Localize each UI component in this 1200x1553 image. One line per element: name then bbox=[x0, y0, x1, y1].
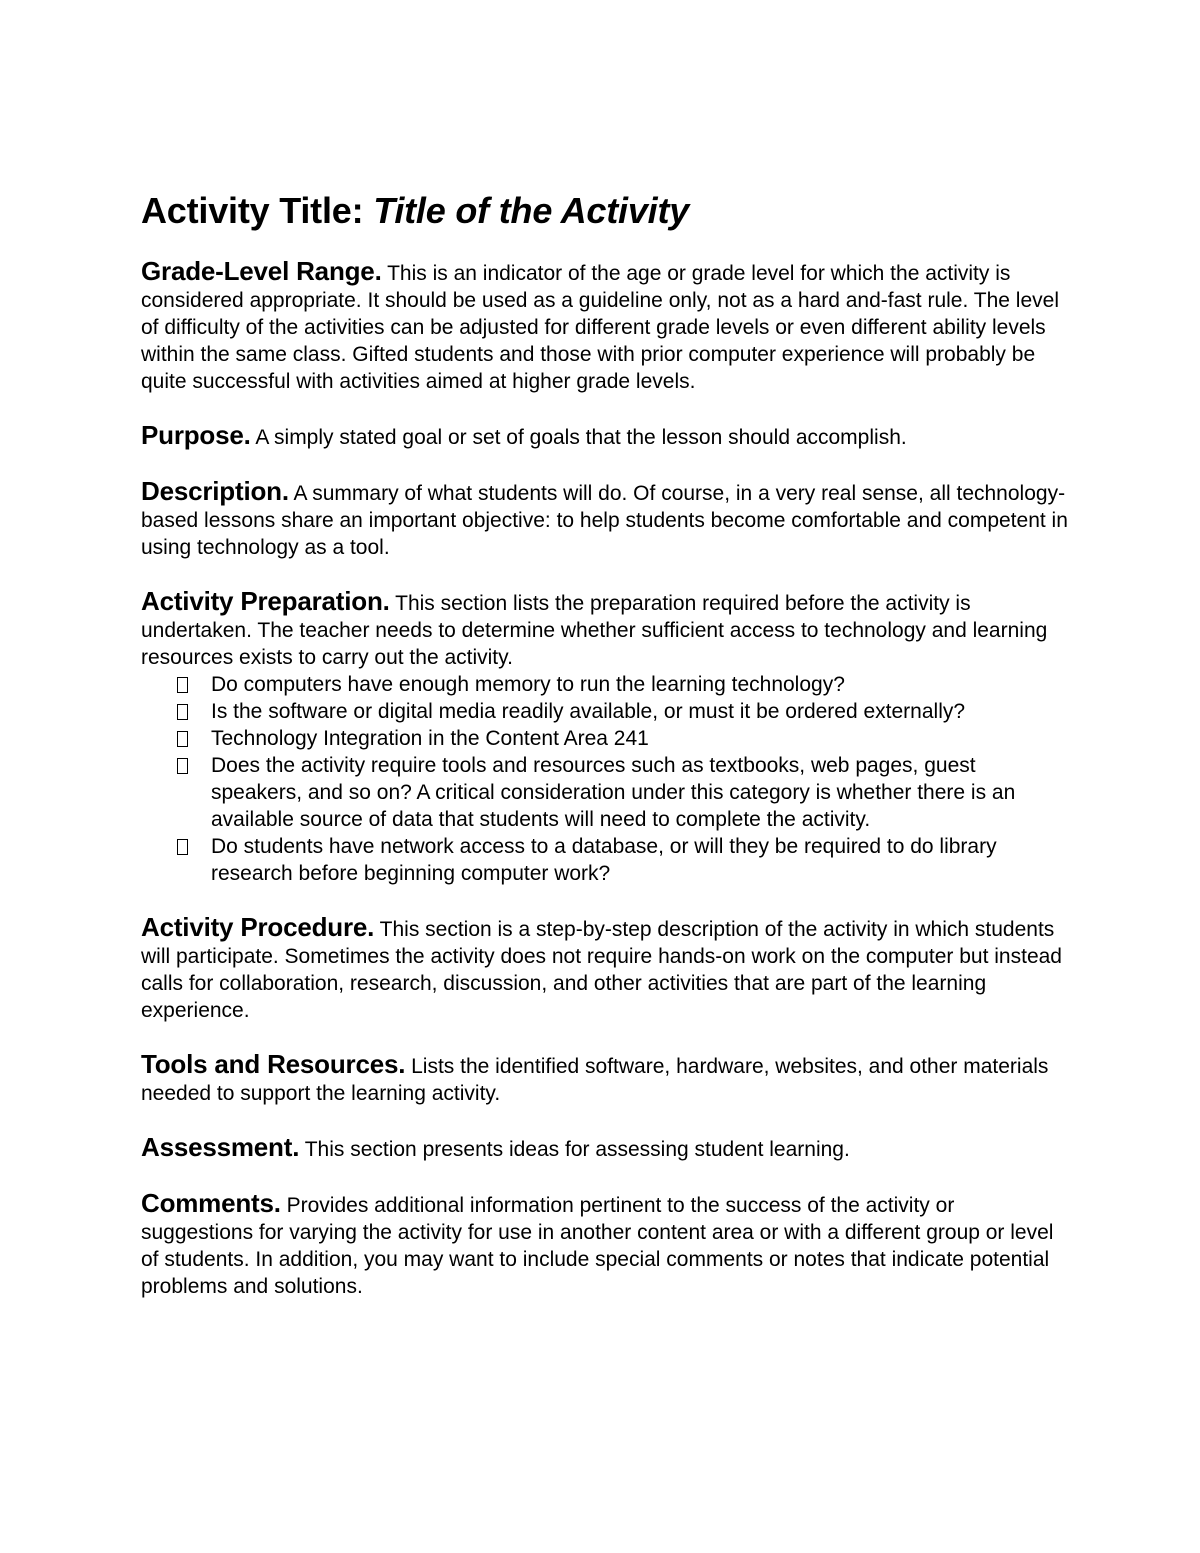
section-description bbox=[141, 478, 1071, 561]
missing-glyph-box-icon bbox=[177, 839, 188, 855]
section-body: Lists the identified software, hardware, websites, and other materials needed to support the learning activity. bbox=[141, 1055, 1049, 1105]
section-heading: Activity Procedure. bbox=[141, 912, 375, 942]
section-body: This is an indicator of the age or grade level for which the activity is considered appropriate. It should be used as a guideline only, not as a hard and-fast rule. The level of difficulty of the activities can be adjusted for different grade levels or even different ability levels within the same class. Gifted students and those with prior computer experience will probably be quite successful with activities aimed at higher grade levels. bbox=[141, 262, 1059, 393]
missing-glyph-box-icon bbox=[177, 731, 188, 747]
section-heading: Description. bbox=[141, 476, 289, 506]
preparation-checklist bbox=[141, 671, 1071, 887]
missing-glyph-box-icon bbox=[177, 704, 188, 720]
list-item bbox=[141, 833, 1071, 887]
list-item-text: Do computers have enough memory to run the learning technology? bbox=[211, 673, 845, 696]
section-heading: Comments. bbox=[141, 1188, 281, 1218]
list-item-text: Is the software or digital media readily available, or must it be ordered externally? bbox=[211, 700, 966, 723]
title-label: Activity Title: bbox=[141, 190, 364, 231]
list-item-text: Does the activity require tools and resources such as textbooks, web pages, guest speakers, and so on? A critical consideration under this category is whether there is an available source of data that students will need to complete the activity. bbox=[211, 754, 1016, 831]
list-item bbox=[141, 725, 1071, 752]
section-heading: Grade-Level Range. bbox=[141, 256, 382, 286]
page-title bbox=[141, 186, 1071, 236]
section-body: This section is a step-by-step description of the activity in which students will participate. Sometimes the activity does not require hands-on work on the computer but instead calls for collaboration, research, discussion, and other activities that are part of the learning experience. bbox=[141, 918, 1062, 1022]
title-value: Title of the Activity bbox=[373, 190, 690, 231]
section-heading: Assessment. bbox=[141, 1132, 300, 1162]
section-body: This section lists the preparation required before the activity is undertaken. The teacher needs to determine whether sufficient access to technology and learning resources exists to carry out the activity. bbox=[141, 592, 1048, 669]
section-assessment bbox=[141, 1134, 1071, 1163]
list-item bbox=[141, 752, 1071, 833]
section-activity-preparation bbox=[141, 588, 1071, 887]
list-item bbox=[141, 698, 1071, 725]
section-body: A simply stated goal or set of goals that the lesson should accomplish. bbox=[255, 426, 907, 449]
missing-glyph-box-icon bbox=[177, 677, 188, 693]
section-heading: Tools and Resources. bbox=[141, 1049, 406, 1079]
section-grade-level-range bbox=[141, 258, 1071, 395]
section-body: This section presents ideas for assessing student learning. bbox=[304, 1138, 850, 1161]
section-body: A summary of what students will do. Of course, in a very real sense, all technology-based lessons share an important objective: to help students become comfortable and competent in using technology as a tool. bbox=[141, 482, 1068, 559]
section-body: Provides additional information pertinent to the success of the activity or suggestions for varying the activity for use in another content area or with a different group or level of students. In addition, you may want to include special comments or notes that indicate potential problems and solutions. bbox=[141, 1194, 1054, 1298]
list-item bbox=[141, 671, 1071, 698]
section-comments bbox=[141, 1190, 1071, 1300]
document-page bbox=[141, 186, 1071, 1327]
section-heading: Activity Preparation. bbox=[141, 586, 390, 616]
missing-glyph-box-icon bbox=[177, 758, 188, 774]
list-item-text: Technology Integration in the Content Area 241 bbox=[211, 727, 649, 750]
section-heading: Purpose. bbox=[141, 420, 251, 450]
section-activity-procedure bbox=[141, 914, 1071, 1024]
section-purpose bbox=[141, 422, 1071, 451]
list-item-text: Do students have network access to a database, or will they be required to do library research before beginning computer work? bbox=[211, 835, 997, 885]
section-tools-and-resources bbox=[141, 1051, 1071, 1107]
